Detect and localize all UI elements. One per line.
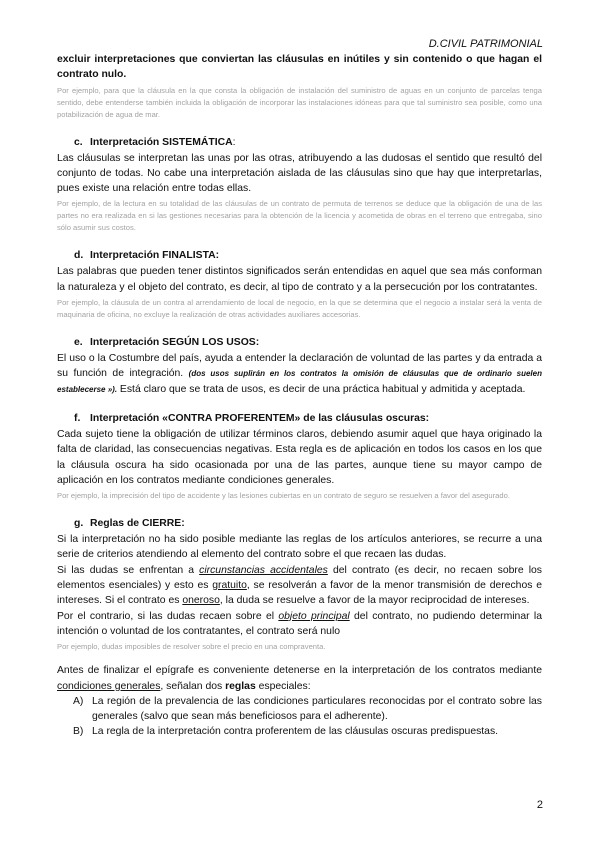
section-d-text: Las palabras que pueden tener distintos significados serán entendidas en aquel que sea más conforman la naturaleza y el objeto del contrato, es decir, al tipo de contrato y a la persecución por los contratantes. xyxy=(57,266,542,293)
rules-list xyxy=(57,694,542,740)
section-f-example: Por ejemplo, la imprecisión del tipo de accidente y las lesiones cubiertas en un contrato de seguro se resuelven a favor del asegurado. xyxy=(57,491,510,501)
section-e-text: El uso o la Costumbre del país, ayuda a entender la declaración de voluntad de las partes y da entrada a su función de integración. (dos usos suplirán en los contratos la omisión de cláusulas que de ordinario suelen establecerse »). Está claro que se trata de usos, es decir de una práctica habitual y admitida y aceptada. xyxy=(57,353,542,395)
section-e-quote: (dos usos suplirán en los contratos la omisión de cláusulas que de ordinario suelen establecerse »). xyxy=(57,369,542,394)
section-f-heading: f. Interpretación «CONTRA PROFERENTEM» de las cláusulas oscuras: xyxy=(74,412,430,424)
section-d-example: Por ejemplo, la cláusula de un contra al arrendamiento de local de negocio, en la que se determina que el negocio a instalar será la venta de maquinaria de oficina, no excluye la realización de otras actividades auxiliares accesorias. xyxy=(57,298,542,320)
section-c-text: Las cláusulas se interpretan las unas por las otras, atribuyendo a las dudosas el sentido que resultó del conjunto de todas. No cabe una interpretación aislada de las cláusulas sino que hay que interpretarlas, pues existe una relación entre todas ellas. xyxy=(57,152,542,195)
section-c-heading: c. Interpretación SISTEMÁTICA: xyxy=(74,136,236,148)
intro-paragraph: excluir interpretaciones que conviertan las cláusulas en inútiles y sin contenido o que hagan el contrato nulo. xyxy=(57,54,542,81)
section-g-example: Por ejemplo, dudas imposibles de resolver sobre el precio en una compraventa. xyxy=(57,642,326,652)
page-number: 2 xyxy=(536,799,543,811)
section-f-text: Cada sujeto tiene la obligación de utilizar términos claros, debiendo asumir aquel que haya originado la falta de claridad, las consecuencias negativas. Esta regla es de aplicación en todos los casos en los que la cláusula oscura ha sido ocasionada por una de las partes, aunque tiene su mayor campo de aplicación en los contratos mediante condiciones generales. xyxy=(57,428,542,486)
intro-example: Por ejemplo, para que la cláusula en la que consta la obligación de instalación del suministro de aguas en un conjunto de parcelas tenga sentido, debe entenderse también incluida la obligación de incorporar las instalaciones idóneas para que tal suministro sea posible, como una potabilización de agua de mar. xyxy=(57,85,542,119)
section-g-p2: Si las dudas se enfrentan a circunstancias accidentales del contrato (es decir, no recaen sobre los elementos esenciales) y esto es gratuito, se resolverán a favor de la menor transmisión de derechos e intereses. Si el contrato es oneroso, la duda se resuelve a favor de la mayor reciprocidad de intereses. xyxy=(57,564,543,607)
section-e-heading: e. Interpretación SEGÚN LOS USOS: xyxy=(74,337,260,349)
section-g-p1: Si la interpretación no ha sido posible mediante las reglas de los artículos anteriores, se recurre a una serie de criterios atendiendo al elemento del contrato sobre el que recaen las dudas. xyxy=(57,534,542,561)
section-g-p3: Por el contrario, si las dudas recaen sobre el objeto principal del contrato, no pudiendo determinar la intención o voluntad de los contratantes, el contrato será nulo xyxy=(57,610,542,637)
running-header: D.CIVIL PATRIMONIAL xyxy=(428,38,543,50)
section-g-heading: g. Reglas de CIERRE: xyxy=(74,518,185,530)
page-content xyxy=(57,52,542,740)
section-c-example: Por ejemplo, de la lectura en su totalidad de las cláusulas de un contrato de permuta de terrenos se deduce que la obligación de una de las partes no era realizada en si las gestiones necesarias para la obtención de la licencia y acometida de obras en el terreno que entregaba, sino sólo asumir sus costos. xyxy=(57,199,542,233)
closing-paragraph: Antes de finalizar el epígrafe es conveniente detenerse en la interpretación de los contratos mediante condiciones generales, señalan dos reglas especiales: xyxy=(57,665,542,692)
list-item: B) La regla de la interpretación contra proferentem de las cláusulas oscuras predispuestas. xyxy=(73,726,499,738)
section-d-heading: d. Interpretación FINALISTA: xyxy=(74,250,220,262)
list-item: A) La región de la prevalencia de las condiciones particulares reconocidas por el contrato sobre las generales (salvo que sean más beneficiosos para el adherente). xyxy=(73,695,542,723)
